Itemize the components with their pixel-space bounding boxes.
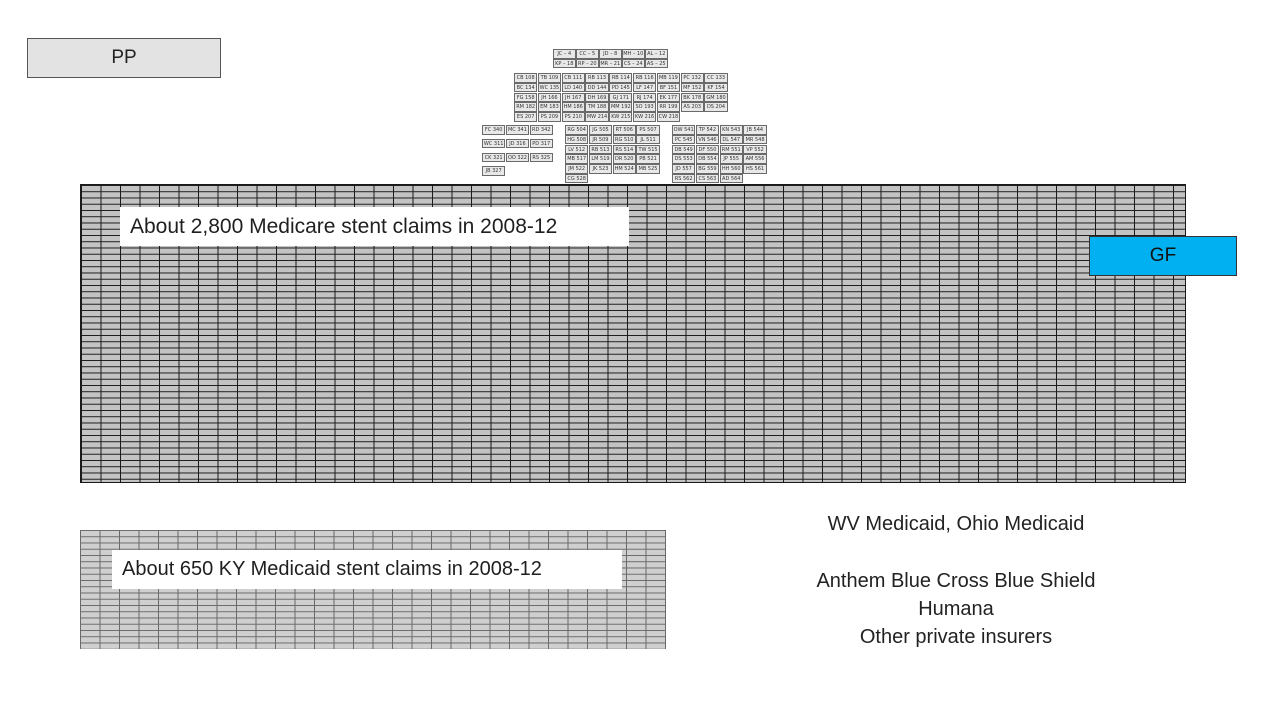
claim-cell: KP – 18 <box>553 59 576 69</box>
insurer-wv-ohio-medicaid: WV Medicaid, Ohio Medicaid <box>827 513 1085 535</box>
claim-cell: KF 154 <box>704 83 727 93</box>
claim-cell: VN 546 <box>696 135 719 145</box>
claim-cell: MH – 10 <box>623 51 644 57</box>
cell-row <box>565 154 660 164</box>
claim-cell: JB 544 <box>743 125 766 135</box>
claim-cell: CK 321 <box>482 153 505 163</box>
claim-cell: TM 188 <box>585 102 608 112</box>
claim-cell: LD 140 <box>562 83 585 93</box>
claim-cell: DR 520 <box>613 154 636 164</box>
insurer-anthem: Anthem Blue Cross Blue Shield <box>816 570 1096 592</box>
claim-cell: JP 555 <box>720 154 743 164</box>
cell-group-a <box>514 73 728 122</box>
cell-row <box>565 145 660 155</box>
claim-cell: RS 562 <box>672 174 695 184</box>
claim-cell: RB 116 <box>633 73 656 83</box>
claim-cell: TB 109 <box>538 73 561 83</box>
claim-cell: WC 135 <box>539 84 560 91</box>
claim-cell: HS 561 <box>743 164 766 174</box>
claim-cell: DF 550 <box>696 145 719 155</box>
claim-cell: MR 548 <box>743 135 766 145</box>
claim-cell: MB 525 <box>636 164 659 174</box>
claim-cell: LV 512 <box>565 145 588 155</box>
claim-cell: JH 166 <box>538 93 561 103</box>
claim-cell: AM 556 <box>743 154 766 164</box>
claim-cell: CB 108 <box>514 73 537 83</box>
insurer-humana: Humana <box>918 598 994 620</box>
claim-cell: OW 541 <box>673 127 694 133</box>
claim-cell: RM 551 <box>720 145 743 155</box>
claim-cell: MF 152 <box>681 83 704 93</box>
medicare-claims-label: About 2,800 Medicare stent claims in 2008-12 <box>120 207 629 246</box>
claim-cell: AS 203 <box>681 102 704 112</box>
cell-row <box>672 125 767 135</box>
claim-cell: AS – 25 <box>646 60 666 67</box>
claim-cell: JG 505 <box>589 125 612 135</box>
claim-cell: PS 209 <box>538 112 561 122</box>
claim-cell: BG 559 <box>696 164 719 174</box>
claim-cell: JC – 4 <box>553 49 576 59</box>
claim-cell: RB 113 <box>585 73 608 83</box>
claim-cell: RD 342 <box>530 125 553 135</box>
cell-row <box>514 102 728 112</box>
claim-cell: HM 524 <box>613 164 636 174</box>
claim-cell: CS 563 <box>696 174 719 184</box>
claim-cell: MM 192 <box>610 104 631 111</box>
claim-cell: AD 564 <box>720 174 743 184</box>
claim-cell: GM 180 <box>706 94 726 101</box>
claim-cell: CW 218 <box>658 114 679 121</box>
claim-cell: PC 545 <box>672 135 695 145</box>
cell-row <box>672 135 767 145</box>
claim-cell: PD 145 <box>609 83 632 93</box>
claim-cell: KW 215 <box>609 112 632 122</box>
claim-cell: ES 207 <box>514 112 537 122</box>
claim-cell: RT 506 <box>613 125 636 135</box>
cell-row <box>672 154 767 164</box>
ky-medicaid-claims-label: About 650 KY Medicaid stent claims in 2008-12 <box>112 550 622 589</box>
cell-row <box>672 174 767 184</box>
cell-group-b <box>482 125 553 180</box>
cell-row <box>553 49 668 59</box>
insurer-list-medicaid <box>780 510 1132 538</box>
claim-cell: MW 214 <box>586 114 608 121</box>
claim-cell: KN 543 <box>720 125 743 135</box>
cell-row <box>482 139 553 149</box>
claim-cell: WC 311 <box>483 140 504 147</box>
claim-cell: FC 340 <box>482 125 505 135</box>
claim-cell: HG 508 <box>565 135 588 145</box>
claim-cell: DH 169 <box>585 93 608 103</box>
claim-cell: JH 167 <box>562 93 585 103</box>
claim-cell: LF 147 <box>633 83 656 93</box>
claim-cell: DL 547 <box>720 135 743 145</box>
claim-cell: KW 216 <box>633 112 656 122</box>
claim-cell: RM 182 <box>514 102 537 112</box>
cell-row <box>553 59 668 69</box>
cell-row <box>565 125 660 135</box>
claim-cell: JB 327 <box>482 166 505 176</box>
claim-cell: LM 519 <box>589 154 612 164</box>
claim-cell: CC 133 <box>704 73 727 83</box>
claim-cell: JD 557 <box>672 164 695 174</box>
cell-row <box>514 112 728 122</box>
claim-cell: CB 111 <box>562 73 585 83</box>
claim-cell: PD 317 <box>530 139 553 149</box>
claim-cell: RS 514 <box>613 145 636 155</box>
claim-cell: TP 542 <box>696 125 719 135</box>
claim-cell: EK 177 <box>657 93 680 103</box>
cell-group-c <box>565 125 660 184</box>
claim-cell: PS 210 <box>562 112 585 122</box>
claim-cell: PS 507 <box>636 125 659 135</box>
claim-cell: JL 511 <box>636 135 659 145</box>
claim-cell: CC – 5 <box>576 49 599 59</box>
claim-cell: JD – 8 <box>599 49 622 59</box>
claim-cell: RP – 20 <box>577 60 597 67</box>
cell-row <box>482 125 553 135</box>
cell-group-d <box>672 125 767 184</box>
claim-cell: BF 151 <box>657 83 680 93</box>
claim-cell: RS 325 <box>530 153 553 163</box>
cell-row <box>565 164 660 174</box>
ky-medicaid-claims-grid <box>80 530 666 649</box>
claim-cell: RB 513 <box>589 145 612 155</box>
cell-row <box>514 83 728 93</box>
claim-cell: MB 119 <box>657 73 680 83</box>
pp-box: PP <box>27 38 221 78</box>
claim-cell: JD 316 <box>506 139 529 149</box>
claim-cell: JK 523 <box>589 164 612 174</box>
claim-cell: DS 204 <box>704 102 727 112</box>
claim-cell: JR 509 <box>589 135 612 145</box>
claim-cell: RR 199 <box>657 102 680 112</box>
cell-group-top <box>553 49 668 69</box>
claim-cell: CS – 24 <box>623 60 643 67</box>
cell-row <box>514 73 728 83</box>
claim-cell: OO 322 <box>506 153 529 163</box>
cell-row <box>482 166 553 176</box>
cell-row <box>565 135 660 145</box>
claim-cell: DD 144 <box>585 83 608 93</box>
claim-cell: GJ 171 <box>609 93 632 103</box>
cell-row <box>565 174 660 184</box>
claim-cell: HH 560 <box>720 164 743 174</box>
insurer-list-private <box>780 567 1132 651</box>
claim-cell: SO 193 <box>633 102 656 112</box>
claim-cell: BK 178 <box>681 93 704 103</box>
claim-cell: AL – 12 <box>645 49 668 59</box>
claim-cell: MC 341 <box>506 125 529 135</box>
claim-cell: HM 186 <box>562 102 585 112</box>
claim-cell: RJ 174 <box>633 93 656 103</box>
claim-cell: BC 134 <box>514 83 537 93</box>
claim-cell: DS 553 <box>672 154 695 164</box>
gf-box: GF <box>1089 236 1237 276</box>
claim-cell: FG 158 <box>514 93 537 103</box>
claim-cell: TW 515 <box>636 145 659 155</box>
claim-cell: DB 554 <box>696 154 719 164</box>
claim-cell: RG 504 <box>565 125 588 135</box>
claim-cell: PB 521 <box>636 154 659 164</box>
cell-row <box>514 93 728 103</box>
cell-row <box>482 153 553 163</box>
claim-cell: PC 132 <box>681 73 704 83</box>
claim-cell: EM 183 <box>538 102 561 112</box>
claim-cell: RB 114 <box>609 73 632 83</box>
cell-row <box>672 164 767 174</box>
cell-row <box>672 145 767 155</box>
claim-cell: MR – 21 <box>600 60 621 67</box>
claim-cell: DB 549 <box>672 145 695 155</box>
insurer-other-private: Other private insurers <box>859 626 1053 648</box>
claim-cell: RG 510 <box>613 135 636 145</box>
claim-cell: CG 528 <box>565 174 588 184</box>
claim-cell: VP 552 <box>743 145 766 155</box>
claim-cell: MB 517 <box>565 154 588 164</box>
claim-cell: JM 522 <box>565 164 588 174</box>
